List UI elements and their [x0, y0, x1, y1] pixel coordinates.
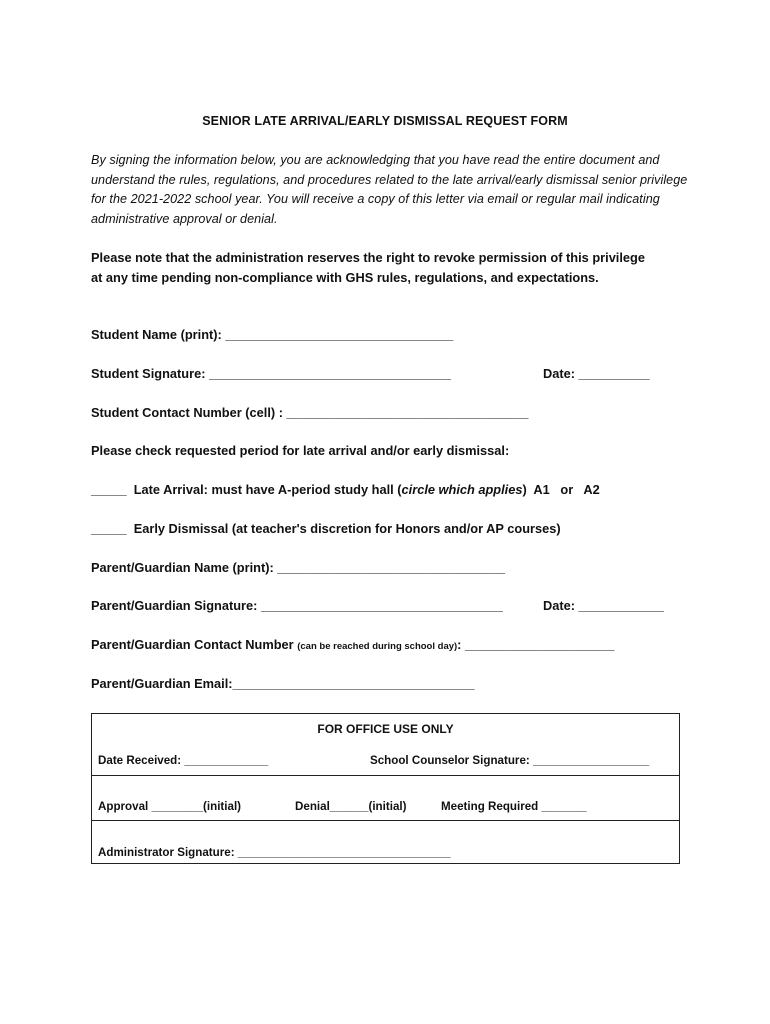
office-use-box [91, 713, 680, 864]
form-title: SENIOR LATE ARRIVAL/EARLY DISMISSAL REQUEST FORM [202, 114, 568, 128]
parent-contact-blank: : _____________________ [457, 637, 615, 652]
administrator-signature-field[interactable]: Administrator Signature: _________________________________ [98, 846, 451, 859]
office-divider-1 [92, 775, 679, 776]
office-use-title: FOR OFFICE USE ONLY [317, 722, 454, 736]
counselor-signature-field[interactable]: School Counselor Signature: __________________ [370, 754, 650, 767]
parent-signature-field[interactable]: Parent/Guardian Signature: __________________________________ [91, 598, 503, 613]
meeting-required-field[interactable]: Meeting Required _______ [441, 800, 587, 813]
office-divider-2 [92, 820, 679, 821]
check-period-prompt: Please check requested period for late arrival and/or early dismissal: [91, 443, 510, 458]
parent-contact-label: Parent/Guardian Contact Number [91, 637, 298, 652]
student-name-field[interactable]: Student Name (print): ________________________________ [91, 327, 454, 342]
parent-contact-field[interactable] [91, 637, 614, 655]
student-signature-field[interactable]: Student Signature: __________________________________ [91, 366, 451, 381]
parent-date-field[interactable]: Date: ____________ [543, 598, 664, 613]
student-contact-field[interactable]: Student Contact Number (cell) : __________________________________ [91, 405, 529, 420]
denial-field[interactable]: Denial______(initial) [295, 800, 407, 813]
approval-field[interactable]: Approval ________(initial) [98, 800, 242, 813]
parent-name-field[interactable]: Parent/Guardian Name (print): ________________________________ [91, 560, 506, 575]
late-arrival-text: _____ Late Arrival: must have A-period study hall ( [91, 482, 402, 497]
date-received-field[interactable]: Date Received: _____________ [98, 754, 269, 767]
parent-contact-hint: (can be reached during school day) [297, 641, 458, 652]
intro-paragraph: By signing the information below, you are acknowledging that you have read the entire document and understand the rules, regulations, and procedures related to the late arrival/early dismissal senior privilege for the 2021-2022 school year. You will receive a copy of this letter via email or regular mail indicating administrative approval or denial. [91, 153, 688, 226]
administration-note: Please note that the administration reserves the right to revoke permission of this privilege at any time pending non-compliance with GHS rules, regulations, and expectations. [91, 250, 645, 285]
student-date-field[interactable]: Date: __________ [543, 366, 650, 381]
parent-email-field[interactable]: Parent/Guardian Email:__________________________________ [91, 676, 475, 691]
late-arrival-option[interactable] [91, 482, 600, 498]
late-arrival-choices: ) A1 or A2 [522, 482, 600, 497]
early-dismissal-option[interactable]: _____ Early Dismissal (at teacher's discretion for Honors and/or AP courses) [91, 521, 561, 536]
late-arrival-italic-note: circle which applies [401, 482, 523, 497]
